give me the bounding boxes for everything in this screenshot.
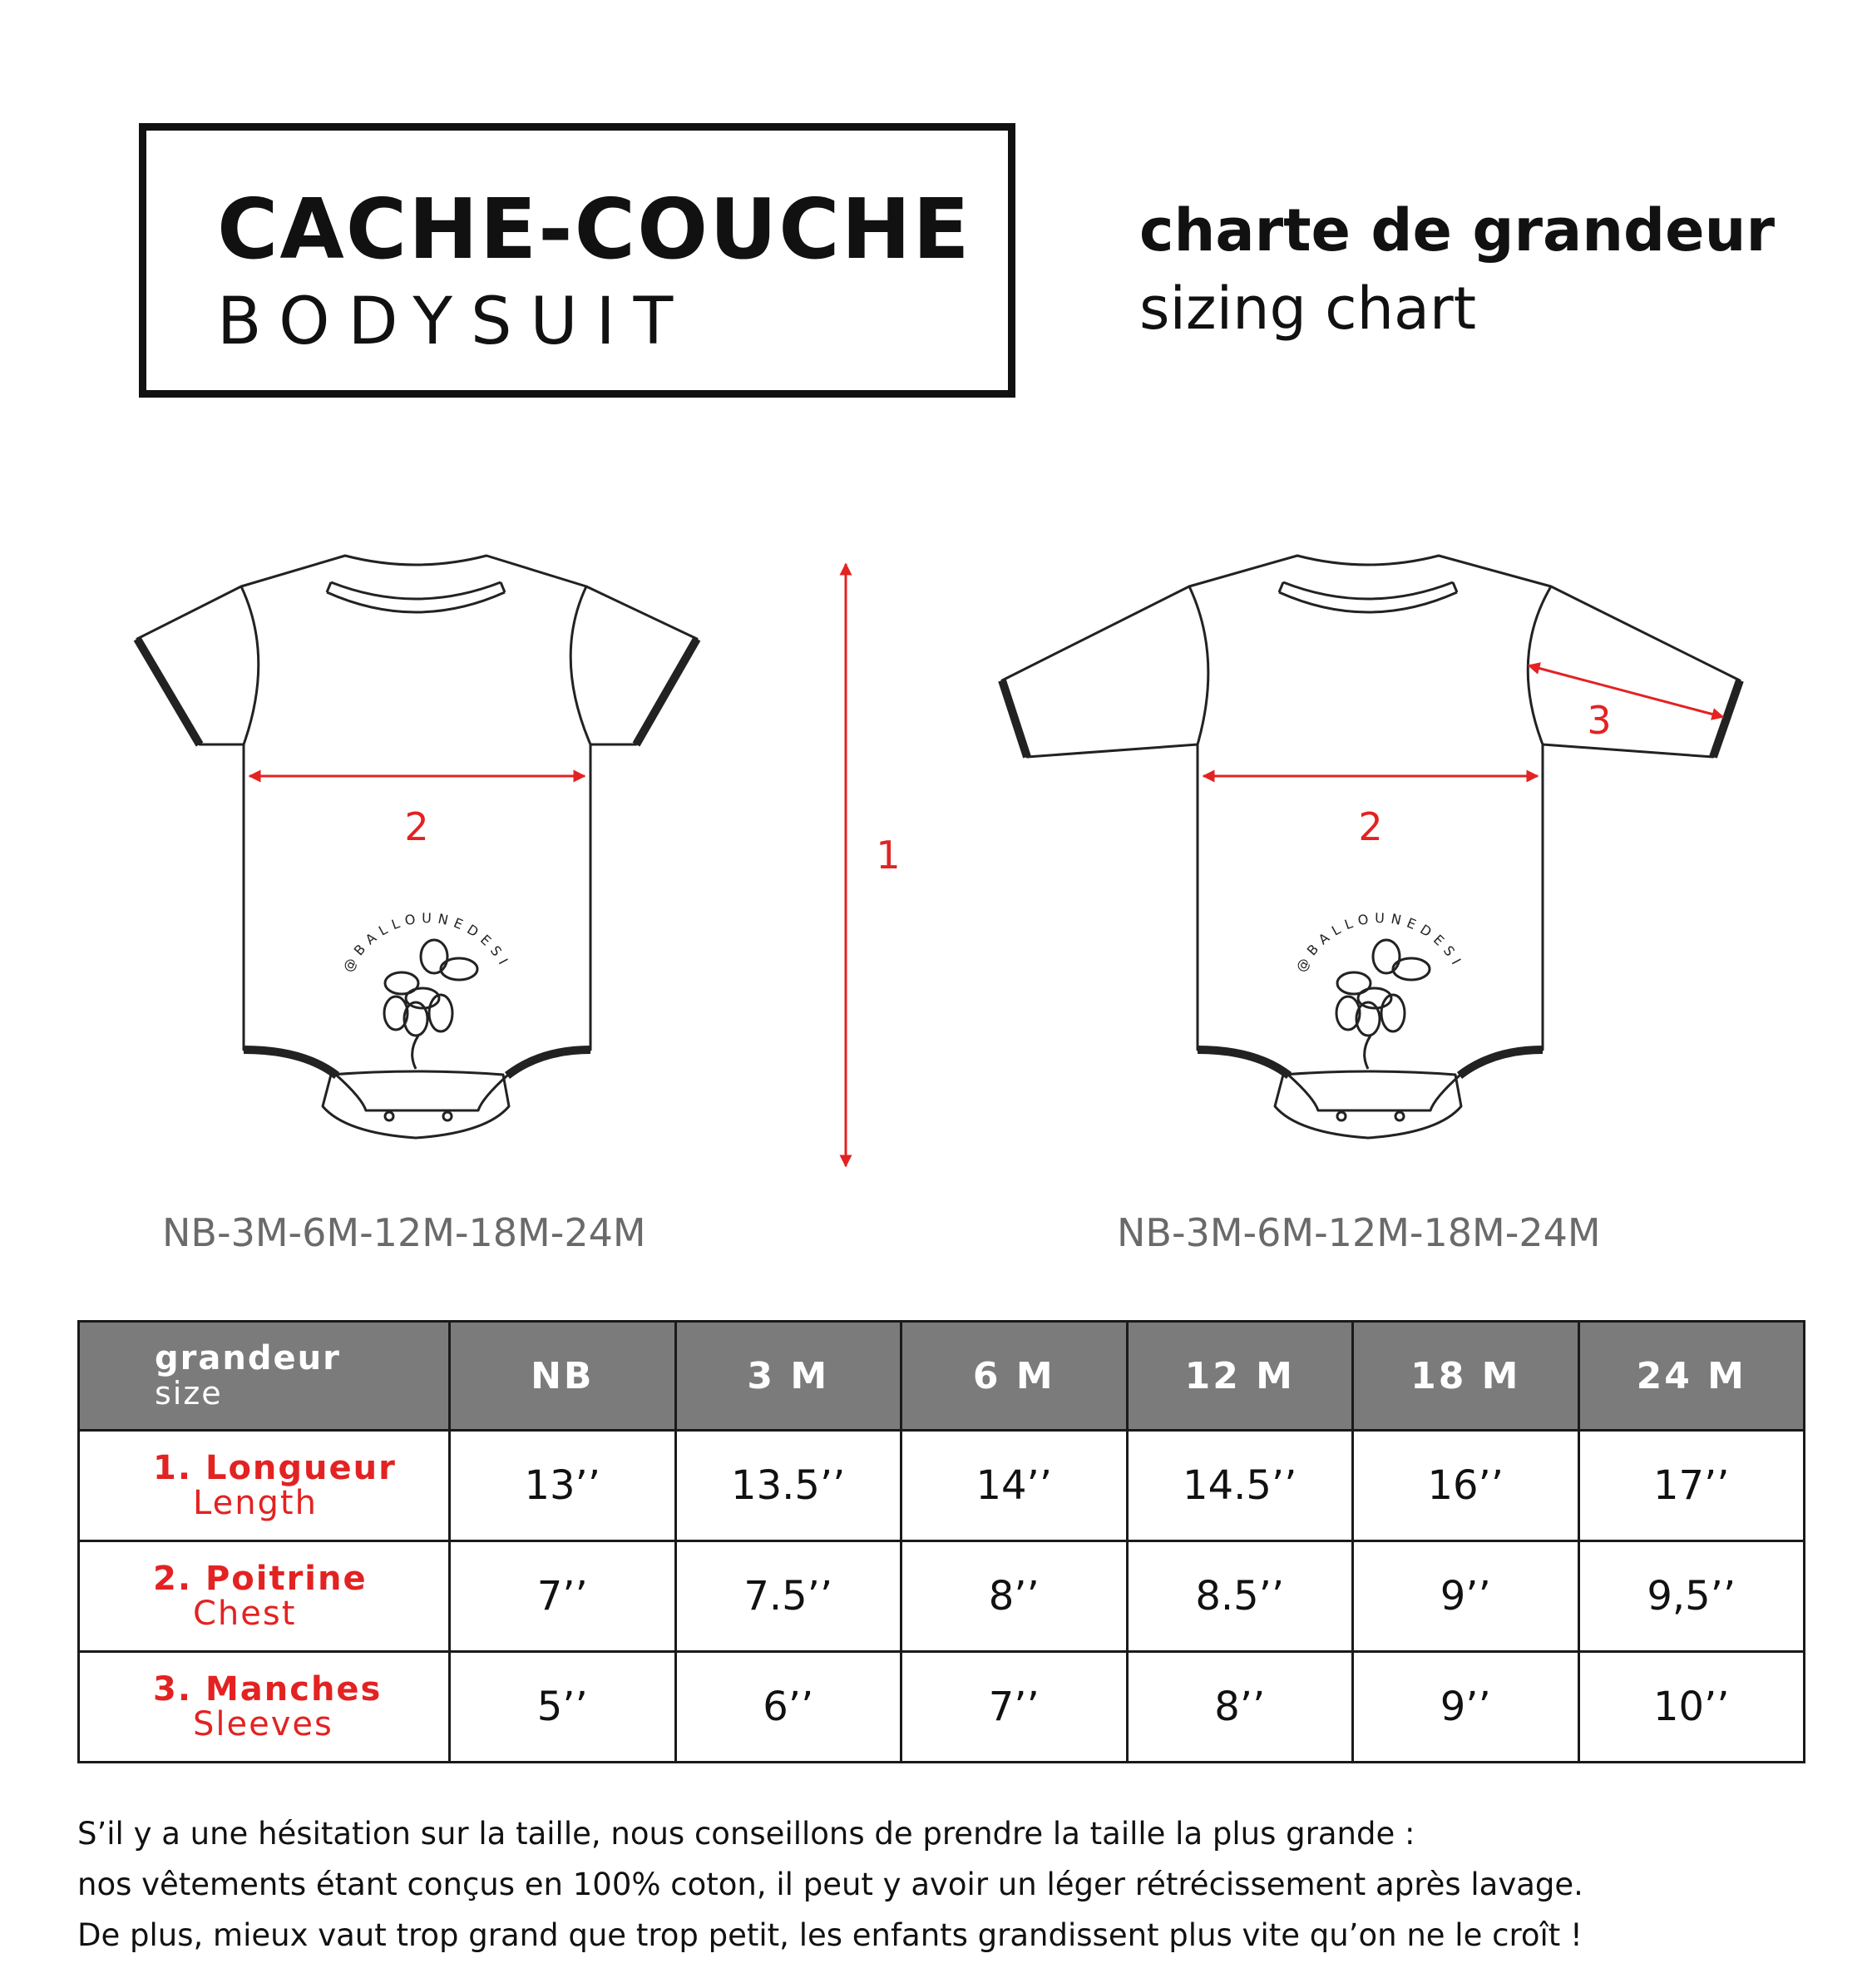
chart-title-en: sizing chart [1139,274,1477,343]
length-marker: 1 [876,833,901,878]
chest-marker-right: 2 [1358,804,1383,849]
row-label-length [79,1431,450,1541]
table-cell: 7’’ [901,1652,1128,1763]
table-cell: 9,5’’ [1578,1541,1805,1652]
row-label-fr: 3. Manches [153,1670,383,1709]
row-label-sleeves [79,1652,450,1763]
row-label-fr: 1. Longueur [153,1449,397,1487]
size-header-en: size [155,1375,223,1412]
row-label-en: Sleeves [193,1705,333,1743]
table-header-row [79,1322,1805,1431]
chart-title-fr: charte de grandeur [1139,196,1775,265]
table-cell: 13’’ [450,1431,676,1541]
size-header-fr: grandeur [155,1339,341,1377]
table-cell: 14.5’’ [1127,1431,1353,1541]
title-box [139,123,1015,398]
table-cell: 17’’ [1578,1431,1805,1541]
table-cell: 7.5’’ [675,1541,901,1652]
brand-logo-text-right: @BALLOUNEDESI [1292,909,1467,975]
row-label-chest [79,1541,450,1652]
sizing-note [77,1808,1583,1961]
available-sizes-left: NB-3M-6M-12M-18M-24M [162,1210,646,1255]
table-cell: 7’’ [450,1541,676,1652]
column-header: NB [450,1322,676,1431]
bodysuit-illustrations [0,532,1872,1181]
available-sizes-right: NB-3M-6M-12M-18M-24M [1117,1210,1601,1255]
column-header: 3 M [675,1322,901,1431]
table-row-length [79,1431,1805,1541]
table-row-sleeves [79,1652,1805,1763]
table-cell: 13.5’’ [675,1431,901,1541]
table-cell: 9’’ [1353,1541,1579,1652]
note-line: S’il y a une hésitation sur la taille, nous conseillons de prendre la taille la plus grande : [77,1816,1415,1852]
table-cell: 16’’ [1353,1431,1579,1541]
product-subtitle: BODYSUIT [217,284,692,359]
column-header: 6 M [901,1322,1128,1431]
size-table [77,1320,1805,1763]
table-cell: 8.5’’ [1127,1541,1353,1652]
note-line: De plus, mieux vaut trop grand que trop petit, les enfants grandissent plus vite qu’on ne le croît ! [77,1917,1583,1953]
row-label-en: Chest [193,1595,297,1633]
sleeve-marker: 3 [1587,698,1612,743]
balloon-dog-logo [384,940,477,1069]
table-row-chest [79,1541,1805,1652]
note-line: nos vêtements étant conçus en 100% coton, il peut y avoir un léger rétrécissement après lavage. [77,1867,1583,1902]
chest-marker-left: 2 [404,804,429,849]
table-cell: 5’’ [450,1652,676,1763]
column-header: 18 M [1353,1322,1579,1431]
table-cell: 8’’ [1127,1652,1353,1763]
brand-logo-text-left: @BALLOUNEDESI [339,909,514,975]
svg-text:@BALLOUNEDESIGN [0,532,1467,975]
column-header: 24 M [1578,1322,1805,1431]
table-cell: 8’’ [901,1541,1128,1652]
row-label-fr: 2. Poitrine [153,1560,368,1598]
balloon-dog-logo-right [1336,940,1430,1069]
product-title: CACHE-COUCHE [217,181,971,278]
row-label-en: Length [193,1484,318,1522]
table-cell: 14’’ [901,1431,1128,1541]
table-cell: 10’’ [1578,1652,1805,1763]
size-header-cell [79,1322,450,1431]
table-cell: 6’’ [675,1652,901,1763]
table-cell: 9’’ [1353,1652,1579,1763]
column-header: 12 M [1127,1322,1353,1431]
